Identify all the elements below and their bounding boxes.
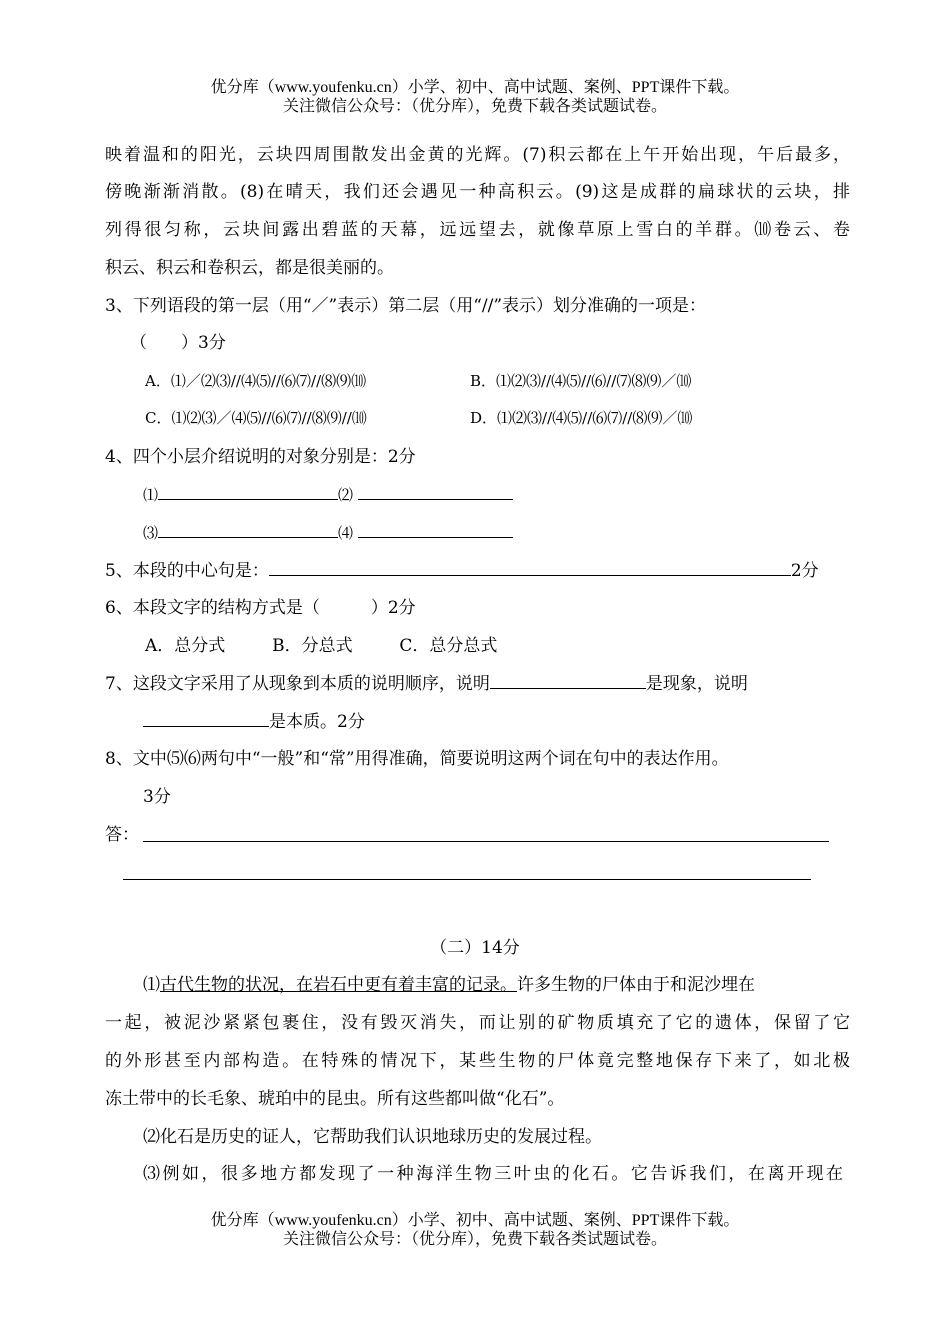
footer-line-1: 优分库（www.youfenku.cn）小学、初中、高中试题、案例、PPT课件下载。: [210, 1212, 740, 1229]
question-6-option-c: C．总分总式: [399, 636, 498, 656]
question-7-line-1: [105, 670, 850, 697]
question-5-score: 2分: [790, 561, 819, 581]
section-2-paragraph-3: ⑶例如，很多地方都发现了一种海洋生物三叶虫的化石。它告诉我们，在离开现在: [143, 1164, 843, 1184]
passage-line-3: 列得很匀称，云块间露出碧蓝的天幕，远远望去，就像草原上雪白的羊群。⑽卷云、卷: [105, 220, 850, 240]
answer-blank-5[interactable]: [269, 557, 791, 576]
passage-line-1: 映着温和的阳光，云块四周围散发出金黄的光辉。(7)积云都在上午开始出现，午后最多，: [105, 145, 850, 165]
question-8-stem: 8、文中⑸⑹两句中“一般”和“常”用得准确，简要说明这两个词在句中的表达作用。: [105, 749, 729, 769]
blank-label-4: ⑷: [338, 524, 354, 542]
question-4-blanks-row-2: [143, 519, 563, 546]
answer-blank-3[interactable]: [158, 519, 338, 538]
section-2-paragraph-1-line-2: 一起，被泥沙紧紧包裹住，没有毁灭消失，而让别的矿物质填充了它的遗体，保留了它: [105, 1013, 850, 1033]
answer-blank-4[interactable]: [358, 519, 513, 538]
paragraph-1-rest: 许多生物的尸体由于和泥沙埋在: [517, 975, 755, 995]
answer-blank-2[interactable]: [358, 481, 513, 500]
blank-label-1: ⑴: [143, 486, 159, 504]
question-8-answer-label: 答：: [105, 825, 139, 845]
question-7-part-2: 是现象，说明: [645, 674, 748, 694]
section-2-paragraph-1-line-3: 的外形甚至内部构造。在特殊的情况下，某些生物的尸体竟完整地保存下来了，如北极: [105, 1051, 850, 1071]
section-2-paragraph-1-line-1: [143, 972, 850, 998]
question-7-part-1: 7、这段文字采用了从现象到本质的说明顺序，说明: [105, 674, 490, 694]
question-7-line-2: [143, 708, 543, 735]
section-2-title: （二）14分: [430, 938, 520, 958]
question-8-score: 3分: [143, 787, 171, 807]
answer-blank-7a[interactable]: [490, 670, 646, 689]
page-footer: [0, 1211, 950, 1249]
question-7-part-3: 是本质。2分: [269, 712, 365, 732]
answer-blank-1[interactable]: [158, 481, 338, 500]
header-line-2: 关注微信公众号：（优分库），免费下载各类试题试卷。: [282, 98, 667, 115]
question-6-options: [145, 633, 645, 659]
passage-line-2: 傍晚渐渐消散。(8)在晴天，我们还会遇见一种高积云。(9)这是成群的扁球状的云块，排: [105, 182, 850, 202]
question-3-option-a: A．⑴／⑵⑶//⑷⑸//⑹⑺//⑻⑼⑽: [145, 372, 367, 390]
section-2-paragraph-2: ⑵化石是历史的证人，它帮助我们认识地球历史的发展过程。: [143, 1127, 602, 1147]
answer-line-2[interactable]: [123, 879, 811, 880]
question-6-option-b: B．分总式: [272, 636, 353, 656]
question-5: [105, 557, 850, 584]
answer-line-1[interactable]: [143, 841, 829, 842]
footer-line-2: 关注微信公众号：（优分库），免费下载各类试题试卷。: [282, 1231, 667, 1248]
question-6-option-a: A．总分式: [145, 636, 226, 656]
question-3-option-b: B．⑴⑵⑶//⑷⑸//⑹//⑺⑻⑼／⑽: [470, 372, 692, 390]
question-3-stem: 3、下列语段的第一层（用“／”表示）第二层（用“//”表示）划分准确的一项是：: [105, 296, 707, 316]
question-4-stem: 4、四个小层介绍说明的对象分别是：2分: [105, 447, 416, 467]
passage-line-4: 积云、积云和卷积云，都是很美丽的。: [105, 258, 394, 278]
page-header: [0, 78, 950, 116]
paragraph-1-underlined-sentence: 古代生物的状况，在岩石中更有着丰富的记录。: [160, 975, 517, 995]
paragraph-1-number: ⑴: [143, 975, 160, 995]
blank-label-2: ⑵: [338, 486, 354, 504]
section-2-paragraph-1-line-4: 冻土带中的长毛象、琥珀中的昆虫。所有这些都叫做“化石”。: [105, 1089, 565, 1109]
question-4-blanks-row-1: [143, 481, 563, 508]
question-5-stem: 5、本段的中心句是：: [105, 561, 269, 581]
question-6-stem: 6、本段文字的结构方式是（ ）2分: [105, 598, 416, 618]
answer-blank-7b[interactable]: [143, 708, 269, 727]
question-3-option-c: C．⑴⑵⑶／⑷⑸//⑹⑺//⑻⑼//⑽: [145, 409, 367, 427]
blank-label-3: ⑶: [143, 524, 159, 542]
header-line-1: 优分库（www.youfenku.cn）小学、初中、高中试题、案例、PPT课件下载。: [210, 79, 740, 96]
question-3-option-d: D．⑴⑵⑶//⑷⑸//⑹⑺//⑻⑼／⑽: [470, 409, 693, 427]
question-3-score: （ ）3分: [130, 333, 226, 353]
